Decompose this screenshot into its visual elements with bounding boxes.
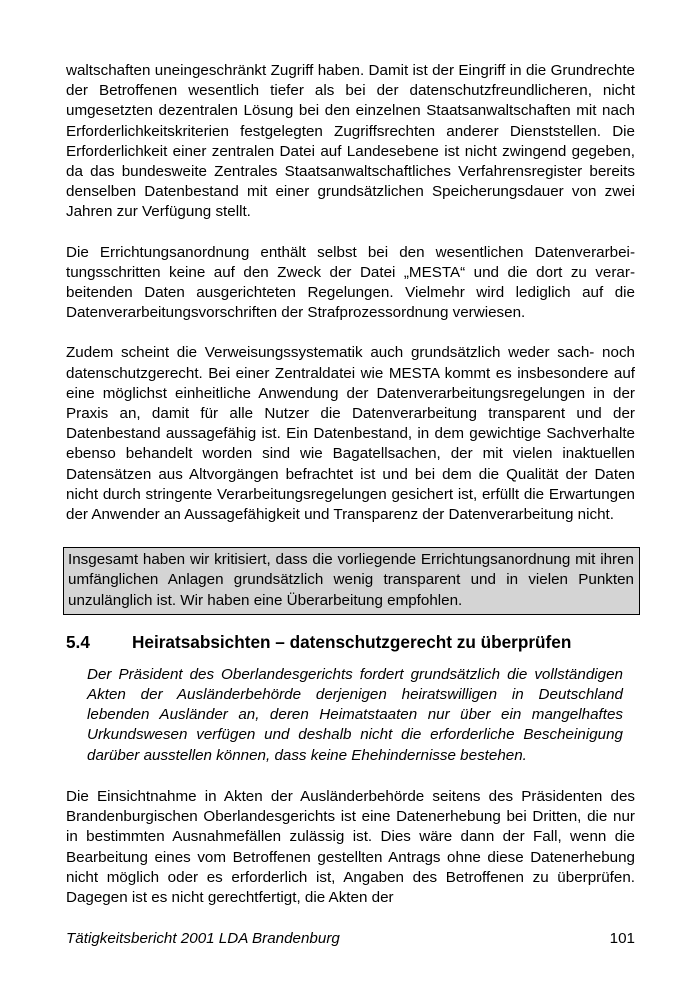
section-abstract: Der Präsident des Oberlandesgerichts fordert grundsätzlich die vollständigen Akten der Ausländerbehörde derjenigen heiratswilligen in Deutschland lebenden Ausländer an, deren Heimatstaaten nur über ein mangelhaftes Urkundswesen verfügen und deshalb nicht die erforderliche Bescheinigung darüber ausstellen können, dass keine Ehehindernisse bestehen. bbox=[87, 665, 623, 764]
document-page bbox=[66, 61, 635, 928]
section-number: 5.4 bbox=[66, 631, 90, 652]
body-paragraph-2: Die Errichtungsanordnung enthält selbst bei den wesentlichen Datenverarbeitungsschritten keine auf den Zweck der Datei „MESTA“ und die dort zu verarbeitenden Daten ausgerichteten Regelungen. Vielmehr wird lediglich auf die Datenverarbeitungsvorschriften der Strafprozessordnung verwiesen. bbox=[66, 243, 635, 322]
section-title: Heiratsabsichten – datenschutzgerecht zu überprüfen bbox=[132, 631, 572, 652]
summary-box: Insgesamt haben wir kritisiert, dass die vorliegende Errichtungsanordnung mit ihren umfänglichen Anlagen grundsätzlich wenig transparent und in vielen Punkten unzulänglich ist. Wir haben eine Überarbeitung empfohlen. bbox=[63, 547, 640, 615]
page-footer bbox=[66, 929, 635, 949]
section-heading bbox=[66, 631, 635, 653]
body-paragraph-4: Die Einsichtnahme in Akten der Ausländerbehörde seitens des Präsidenten des Brandenburgischen Oberlandesgerichts ist eine Datenerhebung bei Dritten, die nur in bestimmten Ausnahmefällen zulässig ist. Dies wäre dann der Fall, wenn die Bearbeitung eines vom Betroffenen gestellten Antrags ohne diese Datenerhebung nicht möglich oder es erforderlich ist, Angaben des Betroffenen zu überprüfen. Dagegen ist es nicht gerechtfertigt, die Akten der bbox=[66, 787, 635, 906]
footer-title: Tätigkeitsbericht 2001 LDA Brandenburg bbox=[66, 930, 340, 947]
body-paragraph-1: waltschaften uneingeschränkt Zugriff haben. Damit ist der Eingriff in die Grundrechte der Betroffenen wesentlich tiefer als bei der datenschutzfreundlicheren, nicht umgesetzten dezentralen Lösung bei den einzelnen Staatsanwaltschaften mit nach Erforderlichkeitskriterien festgelegten Zugriffsrechten anderer Dienststellen. Die Erforderlichkeit einer zentralen Datei auf Landesebene ist nicht zwingend gegeben, da das bundesweite Zentrales Staatsanwaltschaftliches Verfahrensregister bereits denselben Datenbestand mit einer grundsätzlichen Speicherungsdauer von zwei Jahren zur Verfügung stellt. bbox=[66, 62, 635, 221]
page-number: 101 bbox=[609, 930, 635, 947]
body-paragraph-3: Zudem scheint die Verweisungssystematik auch grundsätzlich weder sach- noch datenschutzgerecht. Bei einer Zentraldatei wie MESTA kommt es insbesondere auf eine möglichst einheitliche Anwendung der Datenverarbeitungsregelungen in der Praxis an, damit für alle Nutzer die Datenverarbeitung transparent und der Datenbestand aussagefähig ist. Ein Datenbestand, in dem gewichtige Sachverhalte ebenso behandelt worden sind wie Bagatellsachen, der mit vielen inaktuellen Datensätzen aus Altvorgängen befrachtet ist und bei dem die Qualität der Daten nicht durch stringente Verarbeitungsregelungen gesichert ist, erfüllt die Erwartungen der Anwender an Aussagefähigkeit und Transparenz der Datenverarbeitung nicht. bbox=[66, 344, 635, 524]
